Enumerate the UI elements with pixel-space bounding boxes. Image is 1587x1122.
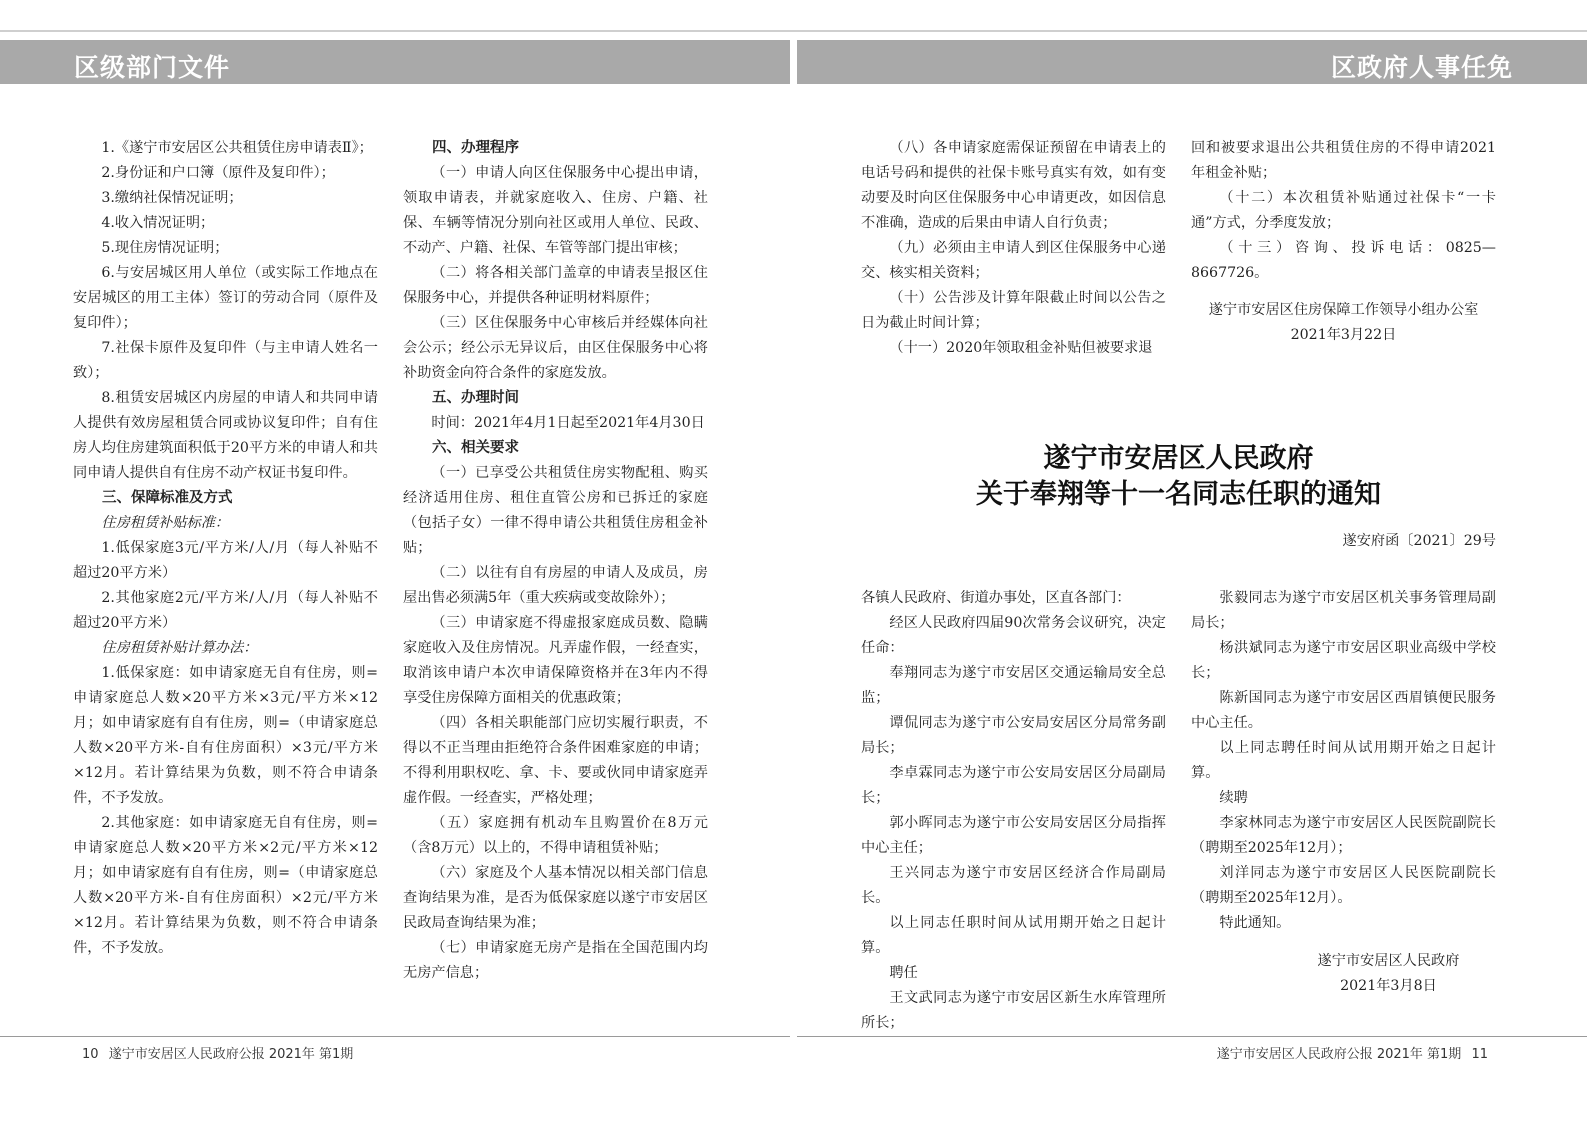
section-title-left: 区级部门文件 <box>74 53 231 82</box>
requirement-item: （八）各申请家庭需保证预留在申请表上的电话号码和提供的社保卡账号真实有效，如有变动要及时向区住保服务中心申请更改，如因信息不准确，造成的后果由申请人自行负责； <box>861 140 1166 231</box>
notice-title-line2: 关于奉翔等十一名同志任职的通知 <box>976 479 1381 510</box>
column-3 <box>861 136 1166 361</box>
material-item: 2.身份证和户口簿（原件及复印件）； <box>101 165 335 181</box>
material-item: 7.社保卡原件及复印件（与主申请人姓名一致）； <box>73 340 378 381</box>
requirement-item: （七）申请家庭无房产是指在全国范围内均无房产信息； <box>403 940 708 981</box>
appointment-item: 奉翔同志为遂宁市安居区交通运输局安全总监； <box>861 665 1166 706</box>
header-band-right <box>797 40 1587 84</box>
footer-rule-left <box>0 1036 790 1037</box>
calc-item: 2.其他家庭：如申请家庭无自有住房，则=申请家庭总人数×20平方米×2元/平方米×12月；如申请家庭有自有住房，则=（申请家庭总人数×20平方米-自有住房面积）×2元/平方米×12月。若计算结果为负数，则不符合申请条件，不予发放。 <box>73 815 378 956</box>
header-band-left <box>0 40 790 84</box>
procedure-item: （二）将各相关部门盖章的申请表呈报区住保服务中心，并提供各种证明材料原件； <box>403 265 708 306</box>
requirement-item: （四）各相关职能部门应切实履行职责，不得以不正当理由拒绝符合条件困难家庭的申请；不得利用职权吃、拿、卡、要或伙同申请家庭弄虚作假。一经查实，严格处理； <box>403 715 708 806</box>
requirement-item: （二）以往有自有房屋的申请人及成员，房屋出售必须满5年（重大疾病或变故除外）； <box>403 565 708 606</box>
requirement-item: （十二）本次租赁补贴通过社保卡“一卡通”方式，分季度发放； <box>1191 190 1496 231</box>
signature-date: 2021年3月8日 <box>1340 978 1437 994</box>
signature-org: 遂宁市安居区住房保障工作领导小组办公室 <box>1208 302 1479 318</box>
footer-publication-right: 遂宁市安居区人民政府公报 2021年 第1期 <box>1216 1047 1462 1062</box>
notice-closing: 特此通知。 <box>1219 915 1291 931</box>
notice-paragraph: 经区人民政府四届90次常务会议研究，决定任命： <box>861 615 1166 656</box>
appointment-item: 李家林同志为遂宁市安居区人民医院副院长（聘期至2025年12月）； <box>1191 815 1496 856</box>
standard-item: 2.其他家庭2元/平方米/人/月（每人补贴不超过20平方米） <box>73 590 378 631</box>
notice-paragraph: 以上同志任职时间从试用期开始之日起计算。 <box>861 915 1166 956</box>
footer-right <box>1217 1043 1494 1062</box>
column-1 <box>73 136 378 961</box>
material-item: 3.缴纳社保情况证明； <box>101 190 243 206</box>
calc-item: 1.低保家庭：如申请家庭无自有住房，则=申请家庭总人数×20平方米×3元/平方米×12月；如申请家庭有自有住房，则=（申请家庭总人数×20平方米-自有住房面积）×3元/平方米×12月。若计算结果为负数，则不符合申请条件，不予发放。 <box>73 665 378 806</box>
requirement-item: （十一）2020年领取租金补贴但被要求退 <box>889 340 1153 356</box>
appointment-item: 郭小晖同志为遂宁市公安局安居区分局指挥中心主任； <box>861 815 1166 856</box>
notice-column-left <box>861 586 1166 1036</box>
subheading: 住房租赁补贴标准： <box>101 515 230 531</box>
requirement-item: （九）必须由主申请人到区住保服务中心递交、核实相关资料； <box>861 240 1166 281</box>
signature-date: 2021年3月22日 <box>1290 327 1397 343</box>
time-text: 时间：2021年4月1日起至2021年4月30日 <box>431 415 705 431</box>
requirement-item: （五）家庭拥有机动车且购置价在8万元（含8万元）以上的，不得申请租赁补贴； <box>403 815 708 856</box>
page-number-left: 10 <box>82 1047 99 1062</box>
requirement-item: （十三）咨询、投诉电话：0825—8667726。 <box>1191 240 1496 281</box>
section-heading: 四、办理程序 <box>432 140 519 156</box>
notice-paragraph: 以上同志聘任时间从试用期开始之日起计算。 <box>1191 740 1496 781</box>
requirement-item: （六）家庭及个人基本情况以相关部门信息查询结果为准，是否为低保家庭以遂宁市安居区民政局查询结果为准； <box>403 865 708 931</box>
material-item: 1.《遂宁市安居区公共租赁住房申请表Ⅱ》； <box>101 140 373 156</box>
notice-column-right <box>1191 586 1496 999</box>
footer-rule-right <box>797 1036 1587 1037</box>
requirement-item: （三）申请家庭不得虚报家庭成员数、隐瞒家庭收入及住房情况。凡弄虚作假，一经查实，取消该申请户本次申请保障资格并在3年内不得享受住房保障方面相关的优惠政策； <box>403 615 708 706</box>
section-heading: 五、办理时间 <box>432 390 519 406</box>
appointment-item: 刘洋同志为遂宁市安居区人民医院副院长（聘期至2025年12月）。 <box>1191 865 1496 906</box>
appointment-item: 李卓霖同志为遂宁市公安局安居区分局副局长； <box>861 765 1166 806</box>
notice-subheading: 聘任 <box>889 965 918 981</box>
requirement-continuation: 回和被要求退出公共租赁住房的不得申请2021年租金补贴； <box>1191 140 1496 181</box>
appointment-item: 杨洪斌同志为遂宁市安居区职业高级中学校长； <box>1191 640 1496 681</box>
notice-title-line1: 遂宁市安居区人民政府 <box>1043 443 1314 474</box>
top-rule <box>0 30 1587 32</box>
subheading: 住房租赁补贴计算办法： <box>101 640 258 656</box>
notice-subheading: 续聘 <box>1219 790 1248 806</box>
appointment-item: 王文武同志为遂宁市安居区新生水库管理所所长； <box>861 990 1166 1031</box>
column-2 <box>403 136 708 986</box>
section-heading: 六、相关要求 <box>432 440 519 456</box>
material-item: 6.与安居城区用人单位（或实际工作地点在安居城区的用工主体）签订的劳动合同（原件及复印件）； <box>73 265 378 331</box>
material-item: 5.现住房情况证明； <box>101 240 229 256</box>
procedure-item: （三）区住保服务中心审核后并经媒体向社会公示；经公示无异议后，由区住保服务中心将补助资金向符合条件的家庭发放。 <box>403 315 708 381</box>
appointment-item: 陈新国同志为遂宁市安居区西眉镇便民服务中心主任。 <box>1191 690 1496 731</box>
standard-item: 1.低保家庭3元/平方米/人/月（每人补贴不超过20平方米） <box>73 540 378 581</box>
footer-left <box>76 1043 353 1062</box>
appointment-item: 谭侃同志为遂宁市公安局安居区分局常务副局长； <box>861 715 1166 756</box>
procedure-item: （一）申请人向区住保服务中心提出申请，领取申请表，并就家庭收入、住房、户籍、社保、车辆等情况分别向社区或用人单位、民政、不动产、户籍、社保、车管等部门提出审核； <box>403 165 708 256</box>
notice-salutation: 各镇人民政府、街道办事处，区直各部门： <box>861 590 1131 606</box>
section-title-right: 区政府人事任免 <box>1330 53 1513 82</box>
requirement-item: （十）公告涉及计算年限截止时间以公告之日为截止时间计算； <box>861 290 1166 331</box>
section-heading: 三、保障标准及方式 <box>102 490 233 506</box>
requirement-item: （一）已享受公共租赁住房实物配租、购买经济适用住房、租住直管公房和已拆迁的家庭（包括子女）一律不得申请公共租赁住房租金补贴； <box>403 465 708 556</box>
material-item: 4.收入情况证明； <box>101 215 215 231</box>
column-4 <box>1191 136 1496 348</box>
signature-org: 遂宁市安居区人民政府 <box>1317 953 1460 969</box>
material-item: 8.租赁安居城区内房屋的申请人和共同申请人提供有效房屋租赁合同或协议复印件；自有住房人均住房建筑面积低于20平方米的申请人和共同申请人提供自有住房不动产权证书复印件。 <box>73 390 378 481</box>
footer-publication-left: 遂宁市安居区人民政府公报 2021年 第1期 <box>108 1047 354 1062</box>
document-number: 遂安府函〔2021〕29号 <box>1342 533 1496 549</box>
appointment-item: 王兴同志为遂宁市安居区经济合作局副局长。 <box>861 865 1166 906</box>
page-number-right: 11 <box>1471 1047 1488 1062</box>
appointment-item: 张毅同志为遂宁市安居区机关事务管理局副局长； <box>1191 590 1496 631</box>
